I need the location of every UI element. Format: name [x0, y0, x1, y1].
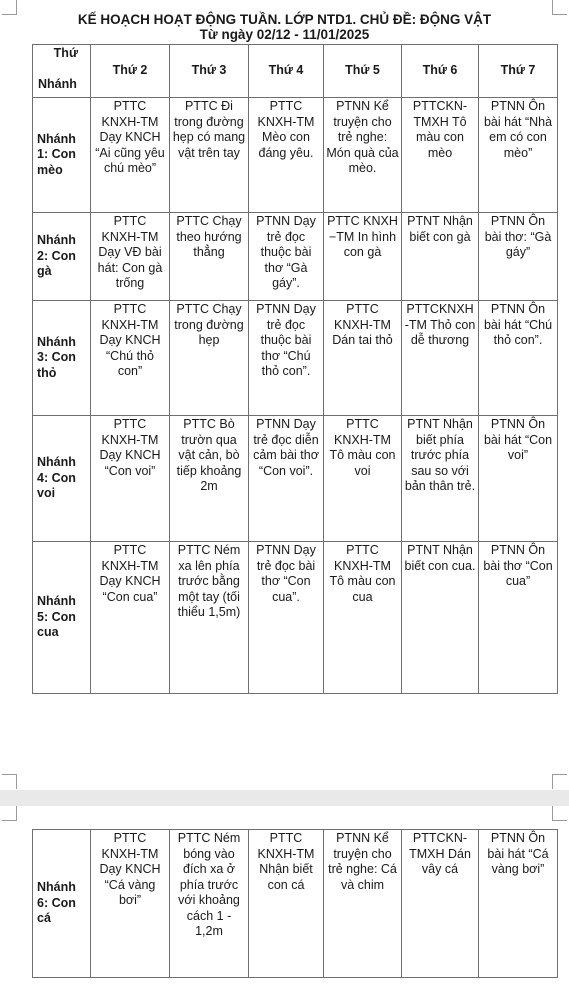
header-corner-cell — [33, 45, 91, 98]
page-corner-mark — [2, 774, 17, 789]
activity-cell: PTTC Ném xa lên phía trước bằng một tay (tối thiểu 1,5m) — [170, 542, 249, 694]
corner-label-day: Thứ — [53, 46, 78, 60]
activity-cell: PTNT Nhận biết con gà — [402, 213, 479, 301]
branch-cell: Nhánh 5: Con cua — [33, 542, 91, 694]
activity-cell: PTNN Kể truyện cho trẻ nghe: Món quà của mèo. — [324, 98, 402, 213]
weekly-plan-table — [32, 44, 558, 694]
weekly-plan-table-continued — [32, 829, 558, 978]
activity-cell: PTTC Bò trườn qua vật cản, bò tiếp khoảng 2m — [170, 416, 249, 542]
table-row — [33, 213, 558, 301]
activity-cell: PTNN Kể truyện cho trẻ nghe: Cá và chim — [324, 830, 402, 978]
activity-cell: PTTC Ném bóng vào đích xa ở phía trước với khoảng cách 1 - 1,2m — [170, 830, 249, 978]
activity-cell: PTTC KNXH-TM Dạy KNCH “Ai cũng yêu chú mèo” — [91, 98, 170, 213]
activity-cell: PTNN Ôn bài thơ “Con cua” — [479, 542, 558, 694]
header-day-cell: Thứ 2 — [91, 45, 170, 98]
corner-label-branch: Nhánh — [38, 76, 77, 91]
activity-cell: PTTC KNXH-TM Tô màu con voi — [324, 416, 402, 542]
activity-cell: PTTCKN-TMXH Dán vây cá — [402, 830, 479, 978]
branch-cell: Nhánh 3: Con thỏ — [33, 301, 91, 416]
activity-cell: PTTC Chạy theo hướng thẳng — [170, 213, 249, 301]
activity-cell: PTTC Chạy trong đường hẹp — [170, 301, 249, 416]
date-range: Từ ngày 02/12 - 11/01/2025 — [199, 27, 370, 42]
table-row — [33, 301, 558, 416]
table-row — [33, 542, 558, 694]
branch-cell: Nhánh 6: Con cá — [33, 830, 91, 978]
activity-cell: PTNN Ôn bài hát “Cá vàng bơi” — [479, 830, 558, 978]
page-separator — [0, 790, 569, 806]
activity-cell: PTTC Đi trong đường hẹp có mang vật trên tay — [170, 98, 249, 213]
activity-cell: PTNN Dạy trẻ đọc bài thơ “Con cua”. — [249, 542, 324, 694]
activity-cell: PTNN Dạy trẻ đọc thuộc bài thơ “Gà gáy”. — [249, 213, 324, 301]
header-row — [33, 45, 558, 98]
document-title — [0, 12, 569, 42]
header-day-cell: Thứ 3 — [170, 45, 249, 98]
branch-cell: Nhánh 4: Con voi — [33, 416, 91, 542]
activity-cell: PTTC KNXH-TM Dạy KNCH “Con voi” — [91, 416, 170, 542]
page-corner-mark — [2, 806, 17, 821]
activity-cell: PTTC KNXH-TM Dạy KNCH “Chú thỏ con” — [91, 301, 170, 416]
activity-cell: PTNN Ôn bài thơ: “Gà gáy” — [479, 213, 558, 301]
table-row — [33, 830, 558, 978]
activity-cell: PTTC KNXH-TM Mèo con đáng yêu. — [249, 98, 324, 213]
activity-cell: PTNN Ôn bài hát “Chú thỏ con”. — [479, 301, 558, 416]
header-day-cell: Thứ 4 — [249, 45, 324, 98]
activity-cell: PTNN Ôn bài hát “Con voi” — [479, 416, 558, 542]
activity-cell: PTTC KNXH-TM Dạy KNCH “Cá vàng bơi” — [91, 830, 170, 978]
activity-cell: PTTC KNXH-TM Dạy KNCH “Con cua” — [91, 542, 170, 694]
activity-cell: PTNN Dạy trẻ đọc thuộc bài thơ “Chú thỏ con”. — [249, 301, 324, 416]
activity-cell: PTNN Dạy trẻ đọc diễn cảm bài thơ “Con voi”. — [249, 416, 324, 542]
header-day-cell: Thứ 5 — [324, 45, 402, 98]
plan-title: KẾ HOẠCH HOẠT ĐỘNG TUẦN. LỚP NTD1. CHỦ ĐỀ: ĐỘNG VẬT — [77, 12, 492, 27]
table-row — [33, 98, 558, 213]
page-corner-mark — [552, 774, 567, 789]
branch-cell: Nhánh 2: Con gà — [33, 213, 91, 301]
branch-cell: Nhánh 1: Con mèo — [33, 98, 91, 213]
activity-cell: PTTCKNXH -TM Thỏ con dễ thương — [402, 301, 479, 416]
activity-cell: PTTC KNXH-TM Dạy VĐ bài hát: Con gà trống — [91, 213, 170, 301]
activity-cell: PTNT Nhận biết con cua. — [402, 542, 479, 694]
page-corner-mark — [552, 806, 567, 821]
activity-cell: PTNT Nhận biết phía trước phía sau so với bản thân trẻ. — [402, 416, 479, 542]
activity-cell: PTNN Ôn bài hát “Nhà em có con mèo” — [479, 98, 558, 213]
activity-cell: PTTC KNXH −TM In hình con gà — [324, 213, 402, 301]
header-day-cell: Thứ 7 — [479, 45, 558, 98]
activity-cell: PTTCKN-TMXH Tô màu con mèo — [402, 98, 479, 213]
activity-cell: PTTC KNXH-TM Dán tai thỏ — [324, 301, 402, 416]
table-row — [33, 416, 558, 542]
activity-cell: PTTC KNXH-TM Tô màu con cua — [324, 542, 402, 694]
activity-cell: PTTC KNXH-TM Nhận biết con cá — [249, 830, 324, 978]
header-day-cell: Thứ 6 — [402, 45, 479, 98]
